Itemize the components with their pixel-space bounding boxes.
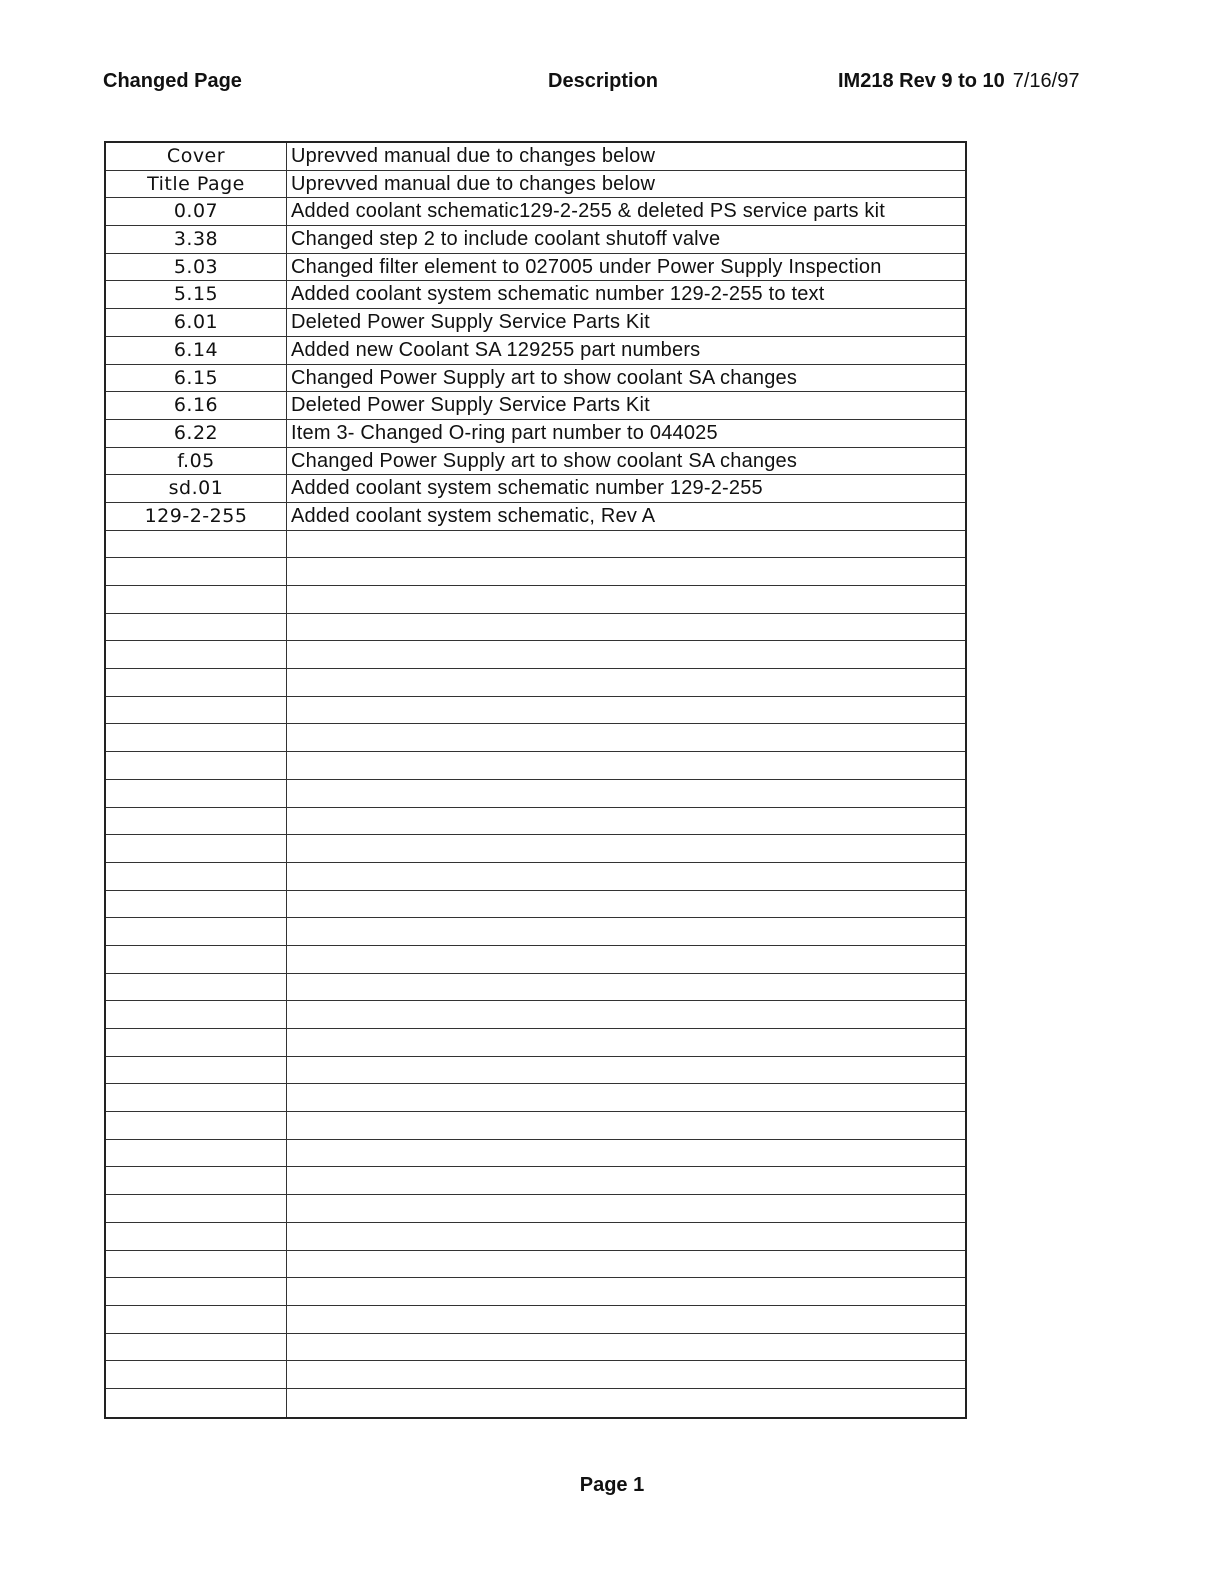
table-row — [106, 448, 965, 476]
table-row — [106, 891, 965, 919]
changed-page-cell — [106, 669, 287, 696]
changed-page-cell — [106, 531, 287, 558]
table-row — [106, 614, 965, 642]
table-row — [106, 586, 965, 614]
description-cell: Deleted Power Supply Service Parts Kit — [291, 311, 650, 334]
changed-page-cell: 6.22 — [106, 420, 287, 447]
table-row — [106, 365, 965, 393]
description-cell — [287, 614, 965, 641]
description-cell — [287, 1278, 965, 1305]
changed-page-cell — [106, 558, 287, 585]
changed-page-cell: 6.15 — [106, 365, 287, 392]
description-cell — [287, 752, 965, 779]
description-cell — [287, 780, 965, 807]
table-row — [106, 752, 965, 780]
changed-page-cell — [106, 1029, 287, 1056]
description-cell — [287, 1361, 965, 1388]
table-row — [106, 1001, 965, 1029]
changed-page-cell — [106, 614, 287, 641]
changed-page-cell: 5.15 — [106, 281, 287, 308]
table-row — [106, 503, 965, 531]
table-row — [106, 337, 965, 365]
table-row — [106, 780, 965, 808]
changed-page-cell: 3.38 — [106, 226, 287, 253]
table-row — [106, 918, 965, 946]
changed-page-cell: 129-2-255 — [106, 503, 287, 530]
description-cell — [287, 1334, 965, 1361]
changed-page-cell — [106, 780, 287, 807]
table-row — [106, 808, 965, 836]
table-row — [106, 1112, 965, 1140]
description-cell — [287, 1057, 965, 1084]
table-row — [106, 198, 965, 226]
changed-page-cell — [106, 1084, 287, 1111]
description-cell — [287, 891, 965, 918]
table-row — [106, 669, 965, 697]
changed-page-cell — [106, 1001, 287, 1028]
changed-page-cell: 5.03 — [106, 254, 287, 281]
changed-page-cell — [106, 752, 287, 779]
description-cell: Changed Power Supply art to show coolant SA changes — [291, 366, 798, 389]
changed-page-cell — [106, 891, 287, 918]
changed-page-cell — [106, 918, 287, 945]
table-row — [106, 1167, 965, 1195]
table-row — [106, 392, 965, 420]
description-cell: Changed filter element to 027005 under Power Supply Inspection — [291, 255, 882, 278]
table-row — [106, 1195, 965, 1223]
changed-page-cell: Title Page — [106, 171, 287, 198]
revision-log-table — [104, 141, 967, 1419]
table-row — [106, 1306, 965, 1334]
description-cell — [287, 1140, 965, 1167]
changed-page-cell: 0.07 — [106, 198, 287, 225]
table-row — [106, 558, 965, 586]
changed-page-cell — [106, 1278, 287, 1305]
table-row — [106, 531, 965, 559]
changed-page-cell — [106, 724, 287, 751]
description-cell — [287, 669, 965, 696]
table-row — [106, 1084, 965, 1112]
changed-page-cell — [106, 863, 287, 890]
table-row — [106, 1223, 965, 1251]
description-cell — [287, 641, 965, 668]
changed-page-cell: 6.01 — [106, 309, 287, 336]
changed-page-header: Changed Page — [103, 70, 242, 92]
description-cell — [287, 974, 965, 1001]
description-cell: Added coolant system schematic, Rev A — [291, 504, 656, 527]
table-row — [106, 309, 965, 337]
description-cell — [287, 1112, 965, 1139]
table-row — [106, 697, 965, 725]
description-cell — [287, 808, 965, 835]
changed-page-cell — [106, 697, 287, 724]
description-cell — [287, 863, 965, 890]
changed-page-cell — [106, 1223, 287, 1250]
changed-page-cell — [106, 808, 287, 835]
description-cell: Added new Coolant SA 129255 part numbers — [291, 338, 701, 361]
table-row — [106, 974, 965, 1002]
description-cell: Item 3- Changed O-ring part number to 044025 — [291, 421, 718, 444]
table-row — [106, 1251, 965, 1279]
changed-page-cell: f.05 — [106, 448, 287, 475]
changed-page-cell — [106, 586, 287, 613]
table-row — [106, 1140, 965, 1168]
description-cell — [287, 1167, 965, 1194]
description-cell — [287, 1389, 965, 1417]
description-cell: Added coolant system schematic number 129-2-255 to text — [291, 283, 825, 306]
changed-page-cell — [106, 1167, 287, 1194]
description-cell — [287, 1029, 965, 1056]
description-cell — [287, 1084, 965, 1111]
table-row — [106, 641, 965, 669]
table-row — [106, 226, 965, 254]
table-row — [106, 281, 965, 309]
changed-page-cell: Cover — [106, 143, 287, 170]
description-cell — [287, 558, 965, 585]
table-row — [106, 946, 965, 974]
description-cell — [287, 946, 965, 973]
changed-page-cell — [106, 1306, 287, 1333]
description-cell — [287, 724, 965, 751]
changed-page-cell: 6.14 — [106, 337, 287, 364]
description-cell: Uprevved manual due to changes below — [291, 145, 656, 167]
description-cell — [287, 1001, 965, 1028]
changed-page-cell — [106, 641, 287, 668]
changed-page-cell — [106, 1057, 287, 1084]
description-cell: Uprevved manual due to changes below — [291, 172, 656, 195]
table-row — [106, 1361, 965, 1389]
description-cell: Changed Power Supply art to show coolant SA changes — [291, 449, 798, 472]
table-row — [106, 1057, 965, 1085]
changed-page-cell: 6.16 — [106, 392, 287, 419]
changed-page-cell — [106, 835, 287, 862]
table-row — [106, 1029, 965, 1057]
table-row — [106, 1389, 965, 1417]
table-row — [106, 171, 965, 199]
table-row — [106, 1278, 965, 1306]
changed-page-cell — [106, 1251, 287, 1278]
revision-label: IM218 Rev 9 to 10 — [838, 70, 1005, 92]
changed-page-cell — [106, 946, 287, 973]
description-cell — [287, 531, 965, 558]
revision-date: 7/16/97 — [1012, 70, 1080, 92]
description-cell — [287, 918, 965, 945]
changed-page-cell — [106, 1361, 287, 1388]
document-revision — [838, 70, 1079, 93]
description-cell — [287, 1195, 965, 1222]
description-cell — [287, 1223, 965, 1250]
table-row — [106, 863, 965, 891]
table-row — [106, 420, 965, 448]
table-row — [106, 835, 965, 863]
description-header: Description — [548, 70, 659, 92]
changed-page-cell — [106, 1389, 287, 1417]
changed-page-cell: sd.01 — [106, 475, 287, 502]
description-cell: Added coolant system schematic number 129-2-255 — [291, 477, 763, 500]
changed-page-cell — [106, 1195, 287, 1222]
table-row — [106, 254, 965, 282]
page-number: Page 1 — [579, 1474, 645, 1496]
changed-page-cell — [106, 974, 287, 1001]
description-cell: Changed step 2 to include coolant shutoff valve — [291, 228, 721, 251]
table-row — [106, 724, 965, 752]
table-row — [106, 1334, 965, 1362]
description-cell — [287, 1251, 965, 1278]
description-cell — [287, 1306, 965, 1333]
table-row — [106, 475, 965, 503]
changed-page-cell — [106, 1334, 287, 1361]
changed-page-cell — [106, 1112, 287, 1139]
description-cell: Added coolant schematic129-2-255 & deleted PS service parts kit — [291, 200, 886, 223]
description-cell — [287, 697, 965, 724]
changed-page-cell — [106, 1140, 287, 1167]
description-cell — [287, 835, 965, 862]
description-cell: Deleted Power Supply Service Parts Kit — [291, 394, 650, 417]
description-cell — [287, 586, 965, 613]
table-row — [106, 143, 965, 171]
